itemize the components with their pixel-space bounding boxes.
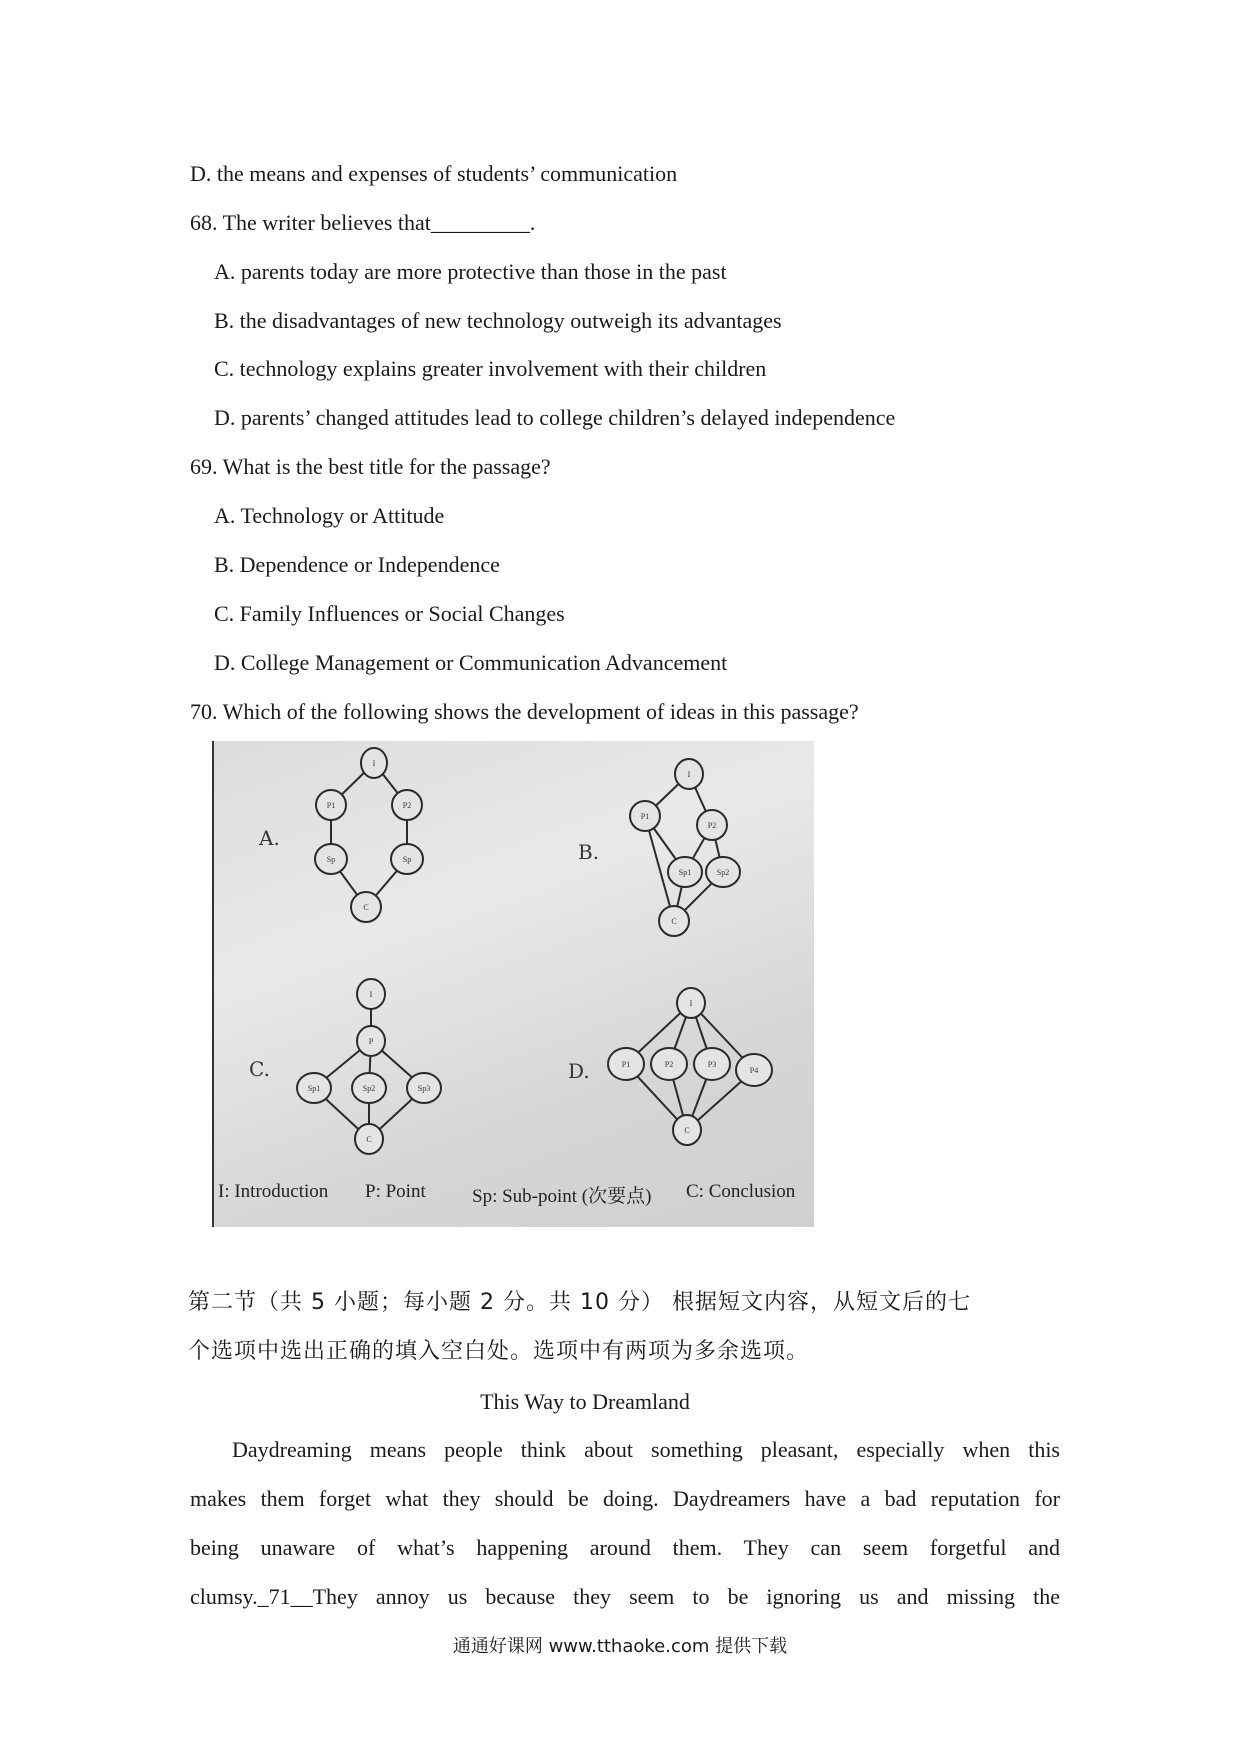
passage-line-2: makes them forget what they should be doing. Daydreamers have a bad reputation for (190, 1486, 1060, 1511)
structure-diagrams-figure (212, 741, 814, 1227)
section2-instruction-line1: 第二节（共 5 小题；每小题 2 分。共 10 分） 根据短文内容，从短文后的七 (188, 1290, 971, 1315)
node-label-b-sp1: Sp1 (678, 868, 692, 877)
node-label-a-sp-right: Sp (402, 855, 412, 864)
diagram-b-label: B. (578, 840, 600, 864)
node-label-d-i: I (689, 999, 693, 1008)
legend-point: P: Point (365, 1181, 426, 1202)
node-label-a-p2: P2 (402, 801, 412, 810)
diagram-a-label: A. (259, 826, 280, 850)
passage-line-1: Daydreaming means people think about something pleasant, especially when this (232, 1437, 1060, 1462)
node-label-c-c: C (366, 1135, 372, 1144)
q69-stem: 69. What is the best title for the passage? (190, 454, 551, 479)
node-label-d-p4: P4 (749, 1066, 759, 1075)
node-label-c-sp3: Sp3 (417, 1084, 431, 1093)
q68-option-d: D. parents’ changed attitudes lead to college children’s delayed independence (214, 405, 896, 430)
legend-conclusion: C: Conclusion (686, 1181, 796, 1202)
diagram-c-label: C. (249, 1057, 270, 1081)
node-label-b-i: I (687, 770, 691, 779)
node-label-d-p3: P3 (707, 1060, 717, 1069)
node-label-b-p2: P2 (707, 821, 717, 830)
node-label-c-i: I (369, 990, 373, 999)
footer-watermark: 通通好课网 www.tthaoke.com 提供下载 (452, 1636, 788, 1657)
q68-option-a: A. parents today are more protective than those in the past (214, 259, 727, 284)
q70-stem: 70. Which of the following shows the development of ideas in this passage? (190, 699, 859, 724)
node-label-a-c: C (363, 903, 369, 912)
passage-line-4: clumsy._71__They annoy us because they seem to be ignoring us and missing the (190, 1584, 1060, 1609)
node-label-d-c: C (684, 1126, 690, 1135)
node-label-d-p1: P1 (621, 1060, 631, 1069)
node-label-c-p: P (368, 1037, 374, 1046)
q69-option-d: D. College Management or Communication Advancement (214, 650, 728, 675)
node-label-b-p1: P1 (640, 812, 650, 821)
q69-option-a: A. Technology or Attitude (214, 503, 445, 528)
node-label-b-sp2: Sp2 (716, 868, 730, 877)
passage-title: This Way to Dreamland (480, 1389, 690, 1414)
node-label-a-p1: P1 (326, 801, 336, 810)
node-label-c-sp2: Sp2 (362, 1084, 376, 1093)
legend-subpoint: Sp: Sub-point (次要点) (472, 1186, 652, 1207)
node-label-d-p2: P2 (664, 1060, 674, 1069)
structure-diagrams-svg (214, 741, 814, 1227)
node-label-b-c: C (671, 917, 677, 926)
node-label-a-sp-left: Sp (326, 855, 336, 864)
q68-option-b: B. the disadvantages of new technology outweigh its advantages (214, 308, 782, 333)
node-label-c-sp1: Sp1 (307, 1084, 321, 1093)
q68-stem: 68. The writer believes that_________. (190, 210, 536, 235)
section2-instruction-line2: 个选项中选出正确的填入空白处。选项中有两项为多余选项。 (188, 1339, 810, 1364)
legend-introduction: I: Introduction (218, 1181, 329, 1202)
passage-line-3: being unaware of what’s happening around them. They can seem forgetful and (190, 1535, 1060, 1560)
node-label-a-i: I (372, 759, 376, 768)
diagram-d-label: D. (568, 1059, 590, 1083)
q69-option-c: C. Family Influences or Social Changes (214, 601, 565, 626)
q68-option-c: C. technology explains greater involvement with their children (214, 356, 767, 381)
q67-option-d: D. the means and expenses of students’ communication (190, 161, 678, 186)
q69-option-b: B. Dependence or Independence (214, 552, 500, 577)
